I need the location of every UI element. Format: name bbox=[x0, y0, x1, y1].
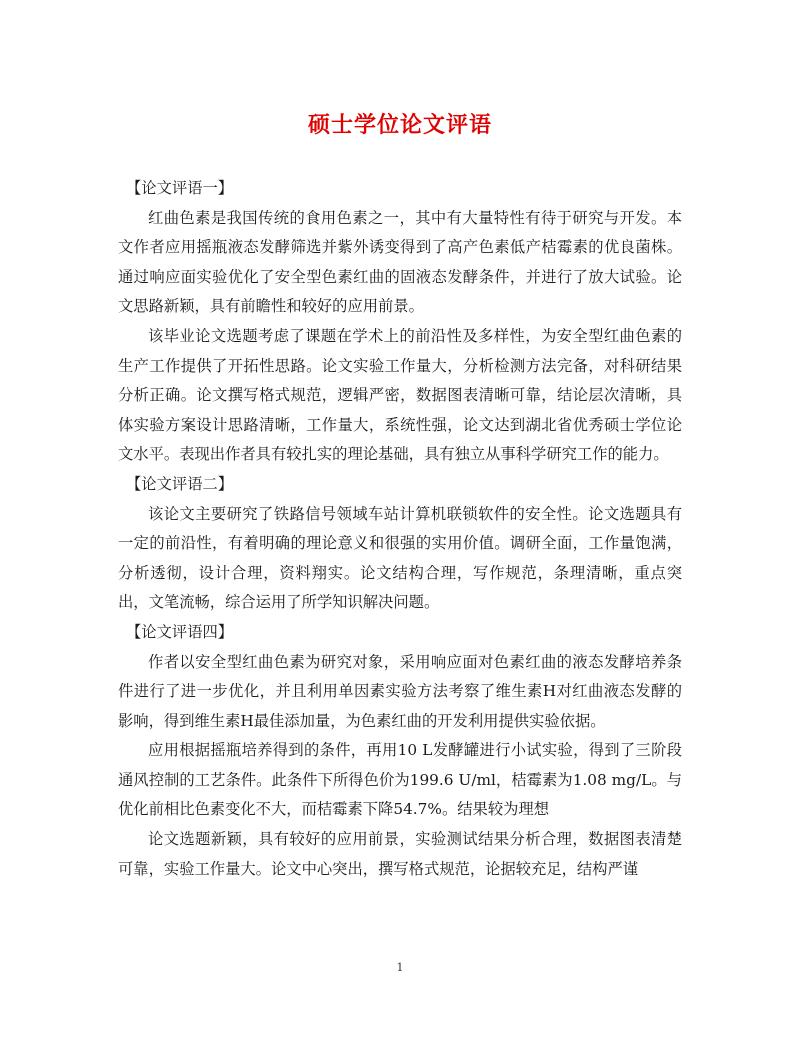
paragraph-5: 应用根据摇瓶培养得到的条件，再用10 L发酵罐进行小试实验，得到了三阶段通风控制的工艺条件。此条件下所得色价为199.6 U/ml，桔霉素为1.08 mg/L。与优化前相比色素变化不大，而桔霉素下降54.7%。结果较为理想 bbox=[118, 741, 682, 819]
paragraph-6: 论文选题新颖，具有较好的应用前景，实验测试结果分析合理，数据图表清楚可靠，实验工作量大。论文中心突出，撰写格式规范，论据较充足，结构严谨 bbox=[118, 830, 682, 878]
section-heading-2: 【论文评语二】 bbox=[126, 474, 234, 493]
document-title: 硕士学位论文评语 bbox=[307, 112, 492, 138]
paragraph-4: 作者以安全型红曲色素为研究对象，采用响应面对色素红曲的液态发酵培养条件进行了进一步优化，并且利用单因素实验方法考察了维生素H对红曲液态发酵的影响，得到维生素H最佳添加量，为色素红曲的开发利用提供实验依据。 bbox=[118, 652, 682, 730]
page-number: 1 bbox=[396, 961, 404, 974]
document-body bbox=[118, 174, 682, 884]
paragraph-3: 该论文主要研究了铁路信号领域车站计算机联锁软件的安全性。论文选题具有一定的前沿性，有着明确的理论意义和很强的实用价值。调研全面，工作量饱满，分析透彻，设计合理，资料翔实。论文结构合理，写作规范，条理清晰，重点突出，文笔流畅，综合运用了所学知识解决问题。 bbox=[118, 504, 682, 612]
paragraph-2: 该毕业论文选题考虑了课题在学术上的前沿性及多样性，为安全型红曲色素的生产工作提供了开拓性思路。论文实验工作量大，分析检测方法完备，对科研结果分析正确。论文撰写格式规范，逻辑严密，数据图表清晰可靠，结论层次清晰，具体实验方案设计思路清晰，工作量大，系统性强，论文达到湖北省优秀硕士学位论文水平。表现出作者具有较扎实的理论基础，具有独立从事科学研究工作的能力。 bbox=[118, 326, 682, 464]
paragraph-1: 红曲色素是我国传统的食用色素之一，其中有大量特性有待于研究与开发。本文作者应用摇瓶液态发酵筛选并紫外诱变得到了高产色素低产桔霉素的优良菌株。通过响应面实验优化了安全型色素红曲的固液态发酵条件，并进行了放大试验。论文思路新颖，具有前瞻性和较好的应用前景。 bbox=[118, 208, 682, 316]
section-heading-1: 【论文评语一】 bbox=[126, 179, 234, 197]
section-heading-4: 【论文评语四】 bbox=[126, 622, 234, 641]
